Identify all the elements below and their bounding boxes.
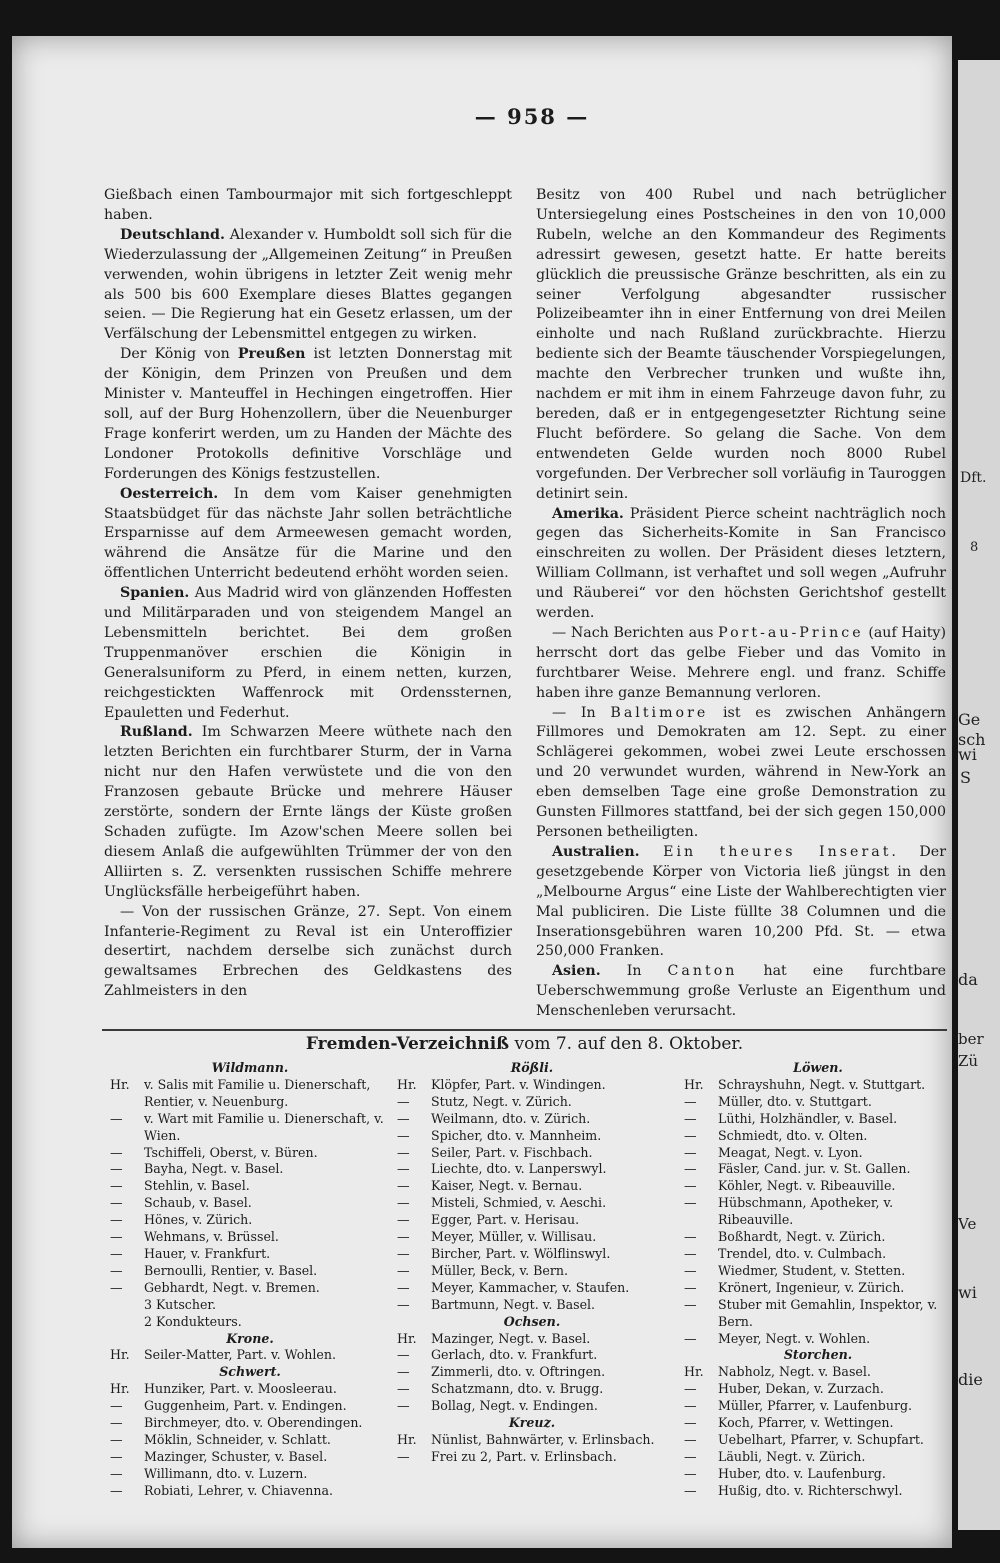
paragraph-text: Besitz von 400 Rubel und nach betrüglicher Untersiegelung eines Postscheines in den von 10,000 Rubeln, welche an den Kommandeur des Regiments adressirt gewesen, gesetzt hatte. Er hatte bereits glücklich die preussische Gränze beschritten, als ein zu seiner Verfolgung abgesandter russischer Polizeibeamter ihn in einer Entfernung von drei Meilen einholte und nach Rußland zurückbrachte. Hierzu bediente sich der Beamte täuschender Vorspiegelungen, machte den Verbrecher trunken und wußte ihn, nachdem er mit ihm in einem Fahrzeuge davon fuhr, zu bereden, daß er in entgegengesetzter Richtung seine Flucht befördere. So gelang die Sache. Von dem entwendeten Gelde wurden noch 8000 Rubel vorgefunden. Der Verbrecher soll vorläufig in Tauroggen detinirt sein. <box>536 187 946 502</box>
guest-marker: — <box>684 1110 697 1126</box>
register-column-1 <box>110 1060 390 1500</box>
guest-name: 3 Kutscher. <box>144 1296 217 1312</box>
spaced-emphasis: Canton <box>667 963 738 980</box>
neighbor-text-fragment: sch <box>958 730 986 749</box>
guest-entry <box>110 1161 390 1178</box>
guest-name: Mazinger, Schuster, v. Basel. <box>144 1448 328 1464</box>
guest-entry <box>110 1077 390 1111</box>
paragraph-text: Im Schwarzen Meere wüthete nach den letzten Berichten ein furchtbarer Sturm, der in Varna nicht nur den Hafen verwüstete und die von den Franzosen gebaute Brücke und mehrere Häuser zerstörte, sondern der Ernte längs der Küste großen Schaden zufügte. Im Azow'schen Meere sollen bei diesem Anlaß die aufgewühlten Trümmer der von den Alliirten s. Z. versenkten russischen Schiffe mehrere Unglücksfälle herbeigeführt haben. <box>104 724 512 900</box>
spaced-emphasis: Ein theures Inserat. <box>639 843 899 860</box>
paragraph-lead: — In <box>552 704 611 721</box>
register-title-bold: Fremden-Verzeichniß <box>305 1034 510 1054</box>
guest-entry <box>110 1347 390 1364</box>
guest-entry <box>397 1263 667 1280</box>
guest-name: Bernoulli, Rentier, v. Basel. <box>144 1262 318 1278</box>
guest-entry <box>397 1111 667 1128</box>
guest-entry <box>397 1331 667 1348</box>
guest-entry <box>397 1432 667 1449</box>
guest-entry <box>110 1229 390 1246</box>
guest-marker: — <box>397 1229 410 1245</box>
paragraph-text: Der gesetzgebende Körper von Victoria ließ jüngst in den „Melbourne Argus“ eine Liste der Wahlberechtigten vier Mal publiciren. Die Liste füllte 38 Columnen und die Inserationsgebühren waren 10,200 Pfd. St. — etwa 250,000 Franken. <box>536 843 946 960</box>
article-paragraph <box>104 485 512 585</box>
section-heading: Rußland. <box>120 724 193 741</box>
register-title <box>102 1034 947 1054</box>
guest-entry <box>684 1364 952 1381</box>
guest-entry <box>397 1161 667 1178</box>
guest-marker: — <box>397 1110 410 1126</box>
newspaper-page <box>12 36 952 1548</box>
guest-marker: — <box>684 1093 697 1109</box>
guest-entry <box>397 1297 667 1314</box>
guest-name: Robiati, Lehrer, v. Chiavenna. <box>144 1482 334 1498</box>
guest-marker: — <box>397 1127 410 1143</box>
guest-marker: — <box>684 1144 697 1160</box>
right-column <box>536 186 946 1022</box>
article-paragraph <box>104 345 512 484</box>
guest-entry <box>684 1331 952 1348</box>
article-paragraph <box>104 186 512 226</box>
guest-entry <box>110 1432 390 1449</box>
guest-marker: — <box>684 1330 697 1346</box>
guest-name: Fäsler, Cand. jur. v. St. Gallen. <box>718 1161 911 1177</box>
hotel-name: Wildmann. <box>211 1060 289 1075</box>
guest-name: Hunziker, Part. v. Moosleerau. <box>144 1381 337 1397</box>
guest-marker: Hr. <box>110 1076 130 1092</box>
guest-entry <box>397 1229 667 1246</box>
guest-entry <box>684 1246 952 1263</box>
guest-marker: — <box>110 1431 123 1447</box>
paragraph-lead: In <box>600 963 668 980</box>
guest-marker: — <box>397 1093 410 1109</box>
guest-marker: — <box>110 1144 123 1160</box>
guest-entry <box>684 1161 952 1178</box>
guest-name: Uebelhart, Pfarrer, v. Schupfart. <box>718 1431 924 1447</box>
neighbor-text-fragment: ber <box>958 1030 984 1048</box>
guest-marker: — <box>110 1279 123 1295</box>
guest-entry <box>684 1449 952 1466</box>
guest-name: Köhler, Negt. v. Ribeauville. <box>718 1178 896 1194</box>
guest-marker: — <box>684 1195 697 1211</box>
guest-entry <box>110 1381 390 1398</box>
guest-marker: — <box>397 1178 410 1194</box>
guest-name: Stehlin, v. Basel. <box>144 1178 250 1194</box>
guest-entry <box>684 1094 952 1111</box>
guest-marker: — <box>684 1296 697 1312</box>
guest-name: Meyer, Negt. v. Wohlen. <box>718 1330 871 1346</box>
paragraph-lead: — Nach Berichten aus <box>552 624 719 641</box>
neighbor-text-fragment: wi <box>958 1283 977 1302</box>
guest-entry <box>684 1280 952 1297</box>
guest-name: Hübschmann, Apotheker, v. Ribeauville. <box>718 1195 894 1228</box>
guest-marker: — <box>397 1296 410 1312</box>
guest-marker: — <box>684 1279 697 1295</box>
guest-entry <box>397 1280 667 1297</box>
article-paragraph <box>104 723 512 902</box>
guest-marker: — <box>684 1448 697 1464</box>
section-heading: Australien. <box>552 843 640 860</box>
article-paragraph <box>104 903 512 1003</box>
guest-marker: — <box>684 1127 697 1143</box>
guest-marker: — <box>397 1212 410 1228</box>
guest-marker: — <box>397 1161 410 1177</box>
guest-name: Meagat, Negt. v. Lyon. <box>718 1144 863 1160</box>
guest-name: Seiler, Part. v. Fischbach. <box>431 1144 593 1160</box>
paragraph-text: Alexander v. Humboldt soll sich für die Wiederzulassung der „Allgemeinen Zeitung“ in Preußen verwenden, wohin übrigens in letzter Zeit wenig mehr als 500 bis 600 Exemplare dieses Blattes gegangen seien. — Die Regierung hat ein Gesetz erlassen, um der Verfälschung der Lebensmittel entgegen zu wirken. <box>104 226 512 343</box>
neighbor-text-fragment: S <box>960 768 971 787</box>
guest-entry <box>110 1398 390 1415</box>
guest-name: Gebhardt, Negt. v. Bremen. <box>144 1279 320 1295</box>
guest-name: Läubli, Negt. v. Zürich. <box>718 1448 866 1464</box>
guest-marker: — <box>684 1229 697 1245</box>
neighbor-text-fragment: wi <box>958 745 977 764</box>
register-column-2 <box>397 1060 667 1466</box>
paragraph-text: hat eine furchtbare Ueberschwemmung große Verluste an Eigenthum und Menschenleben verursacht. <box>536 963 947 1020</box>
guest-entry <box>110 1246 390 1263</box>
guest-name: Nabholz, Negt. v. Basel. <box>718 1364 871 1380</box>
section-divider <box>102 1029 947 1031</box>
guest-name: Meyer, Müller, v. Willisau. <box>431 1229 597 1245</box>
guest-entry <box>110 1195 390 1212</box>
guest-entry <box>684 1229 952 1246</box>
emphasized-place: Preußen <box>237 346 306 363</box>
neighbor-text-fragment: Ve <box>958 1215 977 1233</box>
guest-marker: — <box>110 1245 123 1261</box>
guest-entry <box>684 1145 952 1162</box>
guest-name: Schaub, v. Basel. <box>144 1195 252 1211</box>
guest-marker: — <box>684 1431 697 1447</box>
guest-marker: — <box>397 1144 410 1160</box>
guest-name: Huber, dto. v. Laufenburg. <box>718 1465 886 1481</box>
neighbor-text-fragment: die <box>958 1370 983 1389</box>
guest-entry <box>397 1128 667 1145</box>
guest-name: 2 Kondukteurs. <box>144 1313 242 1329</box>
article-paragraph <box>536 962 946 1022</box>
guest-marker: — <box>397 1381 410 1397</box>
guest-marker: — <box>684 1465 697 1481</box>
guest-name: Tschiffeli, Oberst, v. Büren. <box>144 1144 318 1160</box>
guest-marker: — <box>397 1195 410 1211</box>
paragraph-text: ist letzten Donnerstag mit der Königin, dem Prinzen von Preußen und dem Minister v. Manteuffel in Hechingen eingetroffen. Hier soll, auf der Burg Hohenzollern, über die Neuenburger Frage konferirt werden, um zu Handen der Mächte des Londoner Protokolls definitive Vorschläge und Forderungen des Königs festzustellen. <box>104 346 512 482</box>
guest-marker: — <box>397 1347 410 1363</box>
guest-name: Kaiser, Negt. v. Bernau. <box>431 1178 583 1194</box>
guest-name: Trendel, dto. v. Culmbach. <box>718 1245 887 1261</box>
guest-entry <box>397 1398 667 1415</box>
guest-entry <box>684 1195 952 1229</box>
article-paragraph <box>536 843 946 962</box>
guest-marker: — <box>110 1195 123 1211</box>
guest-entry <box>684 1483 952 1500</box>
guest-entry <box>684 1178 952 1195</box>
guest-entry <box>684 1398 952 1415</box>
guest-marker: — <box>684 1245 697 1261</box>
guest-name: Klöpfer, Part. v. Windingen. <box>431 1076 606 1092</box>
guest-name: Spicher, dto. v. Mannheim. <box>431 1127 602 1143</box>
neighbor-text-fragment: da <box>958 970 978 989</box>
guest-entry <box>110 1212 390 1229</box>
hotel-name: Schwert. <box>219 1364 281 1380</box>
guest-entry <box>397 1381 667 1398</box>
guest-name: Misteli, Schmied, v. Aeschi. <box>431 1195 607 1211</box>
guest-marker: — <box>110 1482 123 1498</box>
guest-entry <box>397 1246 667 1263</box>
guest-entry <box>397 1449 667 1466</box>
guest-entry <box>684 1415 952 1432</box>
guest-marker: — <box>397 1262 410 1278</box>
spaced-emphasis: Port-au-Prince <box>718 624 864 641</box>
guest-entry <box>684 1297 952 1331</box>
guest-marker: — <box>684 1262 697 1278</box>
hotel-name: Rößli. <box>510 1060 554 1075</box>
guest-entry <box>110 1263 390 1280</box>
guest-name: Liechte, dto. v. Lanperswyl. <box>431 1161 607 1177</box>
guest-name: Lüthi, Holzhändler, v. Basel. <box>718 1110 898 1126</box>
guest-name: Egger, Part. v. Herisau. <box>431 1212 580 1228</box>
guest-name: Weilmann, dto. v. Zürich. <box>431 1110 591 1126</box>
guest-marker: — <box>397 1279 410 1295</box>
guest-marker: — <box>684 1178 697 1194</box>
guest-name: Schmiedt, dto. v. Olten. <box>718 1127 868 1143</box>
guest-name: Gerlach, dto. v. Frankfurt. <box>431 1347 598 1363</box>
guest-name: Bayha, Negt. v. Basel. <box>144 1161 284 1177</box>
article-paragraph <box>536 704 946 843</box>
guest-name: Hußig, dto. v. Richterschwyl. <box>718 1482 903 1498</box>
guest-entry <box>397 1364 667 1381</box>
guest-name: Mazinger, Negt. v. Basel. <box>431 1330 591 1346</box>
guest-marker: Hr. <box>110 1347 130 1363</box>
guest-marker: Hr. <box>397 1431 417 1447</box>
paragraph-text: (auf Haity) herrscht dort das gelbe Fieber und das Vomito in furchtbarer Weise. Mehrere engl. und franz. Schiffe haben ihre ganze Bemannung verloren. <box>536 624 946 701</box>
guest-entry <box>684 1077 952 1094</box>
hotel-name: Löwen. <box>793 1060 843 1075</box>
paragraph-text: ist es zwischen Anhängern Fillmores und Demokraten am 12. Sept. zu einer Schlägerei gekommen, wobei zwei Leute erschossen und 20 verwundet wurden, während in New-York an eben demselben Tage eine große Demonstration zu Gunsten Fillmores stattfand, bei der sich gegen 150,000 Personen betheiligten. <box>536 704 946 840</box>
guest-marker: — <box>110 1161 123 1177</box>
guest-name: Schatzmann, dto. v. Brugg. <box>431 1381 604 1397</box>
article-paragraph <box>104 584 512 723</box>
guest-marker: — <box>110 1415 123 1431</box>
guest-name: Boßhardt, Negt. v. Zürich. <box>718 1229 886 1245</box>
neighbor-page-edge <box>958 60 1000 1530</box>
neighbor-text-fragment: Zü <box>958 1052 979 1070</box>
section-heading: Amerika. <box>552 505 624 522</box>
guest-entry <box>684 1111 952 1128</box>
guest-marker <box>110 1314 144 1331</box>
article-paragraph <box>104 226 512 345</box>
guest-name: Zimmerli, dto. v. Oftringen. <box>431 1364 606 1380</box>
guest-entry <box>110 1280 390 1297</box>
section-heading: Asien. <box>552 963 601 980</box>
guest-entry <box>397 1145 667 1162</box>
guest-entry <box>397 1347 667 1364</box>
hotel-name: Krone. <box>226 1330 274 1346</box>
guest-name: v. Wart mit Familie u. Dienerschaft, v. Wien. <box>144 1110 384 1143</box>
guest-marker: Hr. <box>397 1330 417 1346</box>
guest-marker: — <box>684 1415 697 1431</box>
guest-marker <box>110 1297 144 1314</box>
spaced-emphasis: Baltimore <box>610 704 709 721</box>
article-paragraph <box>536 624 946 704</box>
guest-name: Nünlist, Bahnwärter, v. Erlinsbach. <box>431 1431 655 1447</box>
guest-marker: — <box>684 1482 697 1498</box>
guest-name: Bircher, Part. v. Wölflinswyl. <box>431 1245 611 1261</box>
left-column <box>104 186 512 1002</box>
guest-entry <box>684 1263 952 1280</box>
guest-entry <box>397 1094 667 1111</box>
guest-name: Huber, Dekan, v. Zurzach. <box>718 1381 884 1397</box>
guest-name: Stuber mit Gemahlin, Inspektor, v. Bern. <box>718 1296 938 1329</box>
guest-name: Stutz, Negt. v. Zürich. <box>431 1093 572 1109</box>
section-heading: Oesterreich. <box>120 485 219 502</box>
paragraph-text: Gießbach einen Tambourmajor mit sich fortgeschleppt haben. <box>104 187 512 223</box>
guest-name: Müller, dto. v. Stuttgart. <box>718 1093 872 1109</box>
guest-entry <box>684 1466 952 1483</box>
page-number: — 958 — <box>474 104 590 129</box>
guest-marker: — <box>684 1398 697 1414</box>
paragraph-text: — Von der russischen Gränze, 27. Sept. Von einem Infanterie-Regiment zu Reval ist ein Unteroffizier desertirt, nachdem derselbe sich zunächst durch gewaltsames Erbrechen des Geldkastens des Zahlmeisters in den <box>104 903 512 1000</box>
guest-entry <box>684 1432 952 1449</box>
neighbor-text-fragment: Dft. <box>960 470 987 486</box>
hotel-name: Ochsen. <box>503 1313 561 1329</box>
guest-name: Bollag, Negt. v. Endingen. <box>431 1398 598 1414</box>
guest-marker: — <box>684 1161 697 1177</box>
guest-name: Krönert, Ingenieur, v. Zürich. <box>718 1279 905 1295</box>
guest-name: Meyer, Kammacher, v. Staufen. <box>431 1279 630 1295</box>
guest-entry <box>110 1466 390 1483</box>
register-title-rest: vom 7. auf den 8. Oktober. <box>509 1034 744 1054</box>
paragraph-text: Aus Madrid wird von glänzenden Hoffesten und Militärparaden und von steigendem Mangel an Lebensmitteln berichtet. Bei dem großen Truppenmanöver erschien die Königin in Generalsuniform zu Pferd, in einem netten, kurzen, reichgestickten Waffenrock mit Ordenssternen, Epauletten und Federhut. <box>104 585 512 721</box>
guest-marker: — <box>110 1110 123 1126</box>
guest-entry <box>110 1415 390 1432</box>
guest-entry <box>110 1449 390 1466</box>
guest-marker: — <box>110 1465 123 1481</box>
section-heading: Spanien. <box>120 585 190 602</box>
guest-entry <box>110 1314 390 1331</box>
article-paragraph <box>536 186 946 505</box>
section-heading: Deutschland. <box>120 226 225 243</box>
guest-name: Wiedmer, Student, v. Stetten. <box>718 1262 906 1278</box>
guest-entry <box>110 1111 390 1145</box>
guest-marker: — <box>397 1398 410 1414</box>
guest-name: Möklin, Schneider, v. Schlatt. <box>144 1431 331 1447</box>
guest-name: Bartmunn, Negt. v. Basel. <box>431 1296 596 1312</box>
guest-name: Seiler-Matter, Part. v. Wohlen. <box>144 1347 336 1363</box>
guest-name: v. Salis mit Familie u. Dienerschaft, Rentier, v. Neuenburg. <box>144 1076 371 1109</box>
neighbor-text-fragment: Ge <box>958 710 981 729</box>
guest-marker: — <box>397 1245 410 1261</box>
guest-entry <box>684 1128 952 1145</box>
guest-name: Müller, Beck, v. Bern. <box>431 1262 569 1278</box>
guest-name: Frei zu 2, Part. v. Erlinsbach. <box>431 1448 617 1464</box>
guest-marker: Hr. <box>397 1076 417 1092</box>
guest-marker: Hr. <box>110 1381 130 1397</box>
neighbor-text-fragment: 8 <box>970 540 979 555</box>
guest-entry <box>397 1212 667 1229</box>
paragraph-text: Präsident Pierce scheint nachträglich noch gegen das Sicherheits-Komite in San Francisco einschreiten zu wollen. Der Präsident dieses letztern, William Collmann, ist verhaftet und soll wegen „Aufruhr und Räuberei“ vor den höchsten Gerichtshof gestellt werden. <box>536 505 946 622</box>
guest-marker: — <box>110 1229 123 1245</box>
guest-entry <box>110 1178 390 1195</box>
article-paragraph <box>536 505 946 624</box>
guest-entry <box>397 1195 667 1212</box>
register-column-3 <box>684 1060 952 1500</box>
guest-marker: — <box>397 1448 410 1464</box>
guest-marker: — <box>110 1398 123 1414</box>
guest-entry <box>397 1178 667 1195</box>
guest-name: Schrayshuhn, Negt. v. Stuttgart. <box>718 1076 926 1092</box>
guest-name: Hönes, v. Zürich. <box>144 1212 253 1228</box>
guest-name: Willimann, dto. v. Luzern. <box>144 1465 308 1481</box>
guest-name: Birchmeyer, dto. v. Oberendingen. <box>144 1415 363 1431</box>
guest-entry <box>110 1297 390 1314</box>
paragraph-lead: Der König von <box>120 346 238 363</box>
guest-entry <box>684 1381 952 1398</box>
guest-marker: — <box>684 1381 697 1397</box>
guest-marker: — <box>110 1212 123 1228</box>
guest-entry <box>110 1145 390 1162</box>
guest-marker: Hr. <box>684 1364 704 1380</box>
guest-name: Hauer, v. Frankfurt. <box>144 1245 271 1261</box>
hotel-name: Storchen. <box>783 1347 853 1363</box>
guest-name: Müller, Pfarrer, v. Laufenburg. <box>718 1398 913 1414</box>
guest-marker: — <box>110 1262 123 1278</box>
guest-marker: — <box>110 1448 123 1464</box>
paragraph-text: In dem vom Kaiser genehmigten Staatsbüdget für das nächste Jahr sollen beträchtliche Ersparnisse auf dem Armeewesen gemacht worden, während die Ansätze für die Marine und den öffentlichen Unterricht bedeutend erhöht worden seien. <box>104 485 512 582</box>
hotel-name: Kreuz. <box>508 1415 556 1431</box>
guest-entry <box>110 1483 390 1500</box>
guest-marker: Hr. <box>684 1076 704 1092</box>
guest-marker: — <box>110 1178 123 1194</box>
guest-entry <box>397 1077 667 1094</box>
guest-marker: — <box>397 1364 410 1380</box>
guest-name: Wehmans, v. Brüssel. <box>144 1229 279 1245</box>
guest-name: Koch, Pfarrer, v. Wettingen. <box>718 1415 894 1431</box>
guest-name: Guggenheim, Part. v. Endingen. <box>144 1398 347 1414</box>
